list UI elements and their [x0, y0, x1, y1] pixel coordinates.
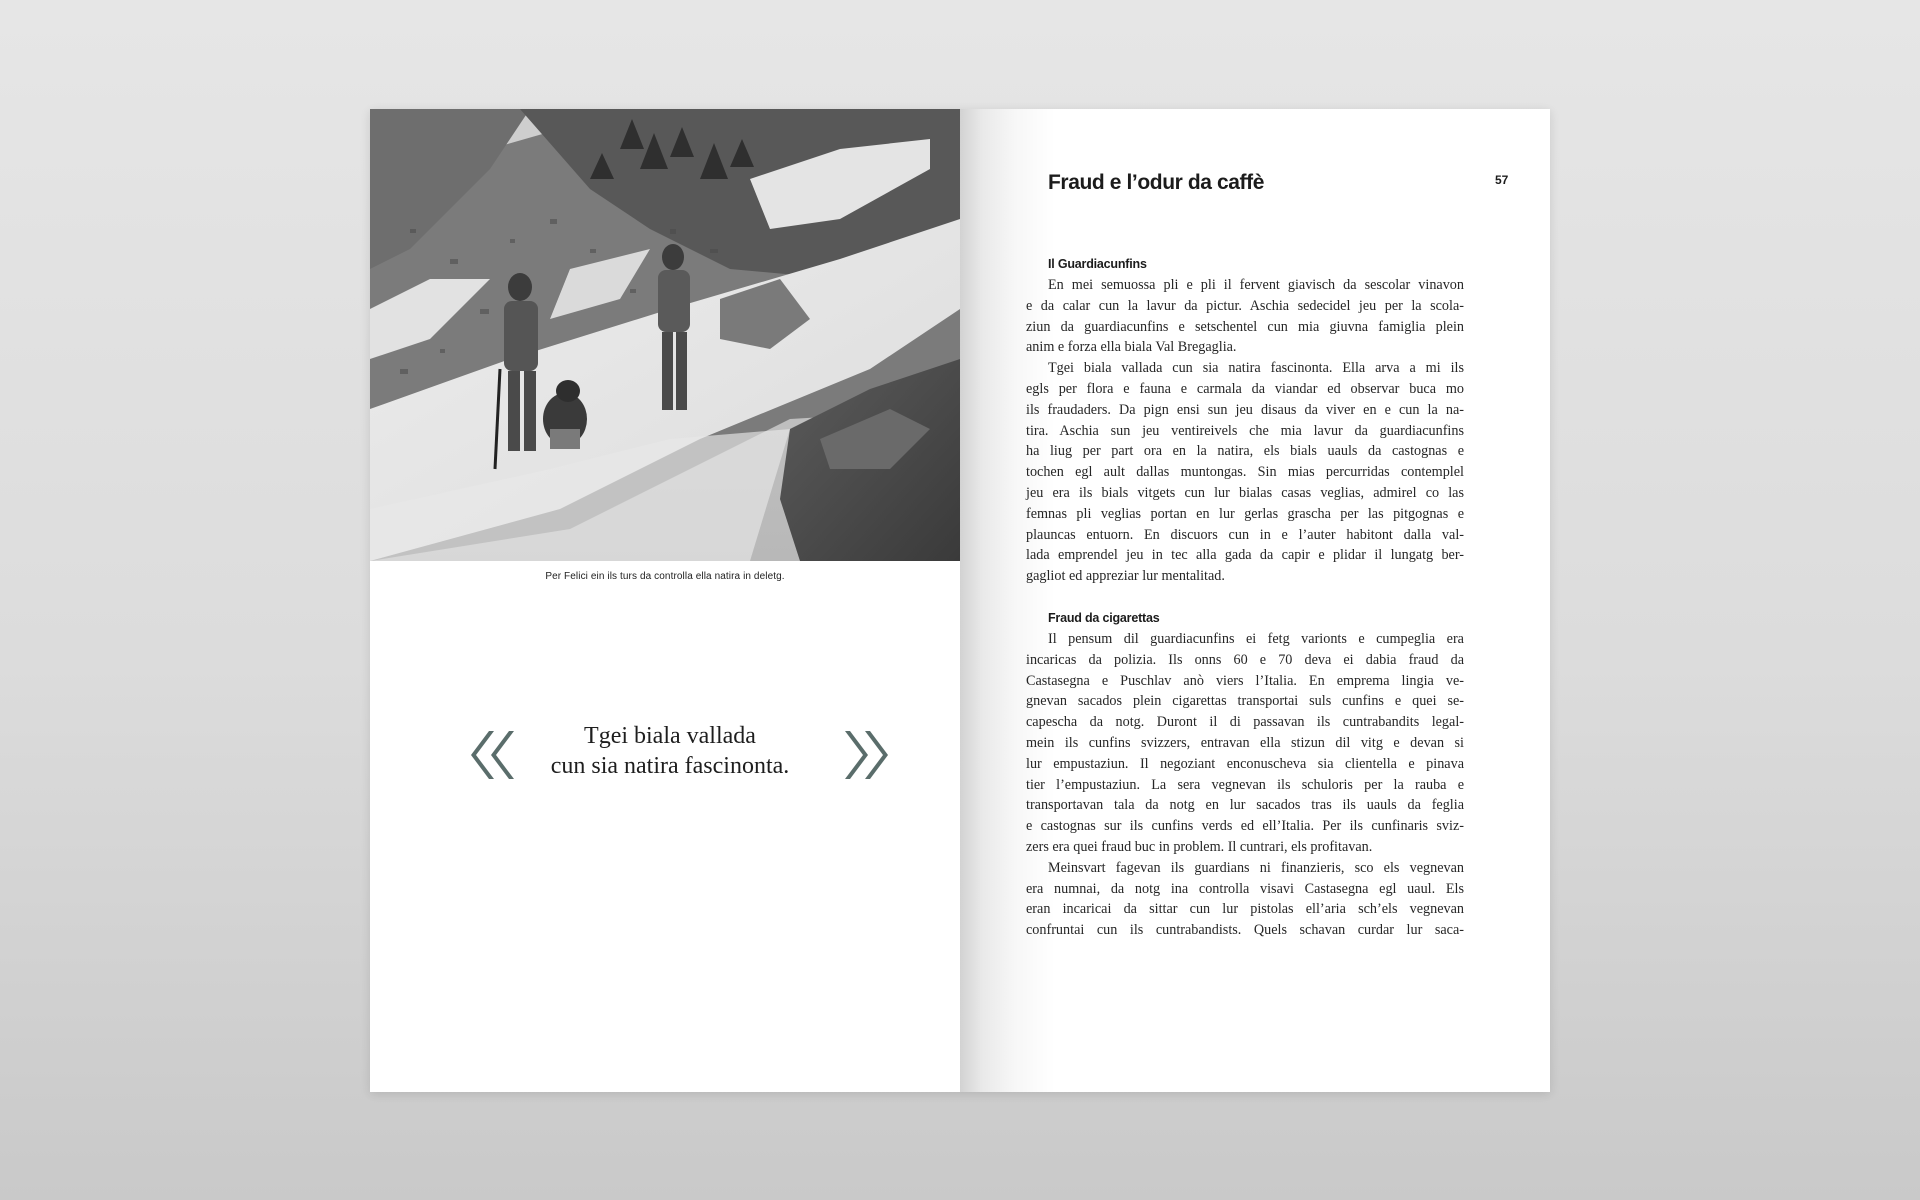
- text-line: egls per flora e fauna e carmala da viandar ed observar buca mo: [1026, 380, 1464, 397]
- text-line: jeu era ils bials vitgets cun lur bialas casas veglias, admirel co las: [1026, 484, 1464, 501]
- text-line: zers era quei fraud buc in problem. Il cuntrari, els profitavan.: [1026, 838, 1373, 855]
- text-line: ils fraudaders. Da pign ensi sun jeu disaus da viver en e cun la na-: [1026, 401, 1464, 418]
- text-line: confruntai cun ils cuntrabandists. Quels schavan curdar lur saca-: [1026, 922, 1464, 939]
- text-line: eran incaricai da sittar cun lur pistolas ell’aria sch’els vegnevan: [1026, 901, 1464, 918]
- right-page: [960, 109, 1550, 1092]
- section-guardiacunfins: [1026, 254, 1464, 587]
- paragraph: [1026, 858, 1464, 941]
- left-page: [370, 109, 960, 1092]
- text-line: femnas pli veglias portan en lur gerlas grascha per las pitgognas e: [1026, 505, 1464, 522]
- text-line: lada emprendel jeu in tec alla gada da capir e plidar il lungatg ber-: [1026, 547, 1464, 564]
- text-line: Castasegna e Puschlav anò viers l’Italia. En emprema lingia ve-: [1026, 672, 1464, 689]
- text-line: gnevan sacados plein cigarettas transportai suls cunfins e quei se-: [1026, 693, 1464, 710]
- text-line: incaricas da polizia. Ils onns 60 e 70 deva ei dabia fraud da: [1026, 651, 1464, 668]
- chapter-title: Fraud e l’odur da caffè: [1048, 171, 1265, 194]
- paragraph: [1026, 358, 1464, 587]
- text-line: e da calar cun la lavur da pictur. Aschia sedecidel jeu per la scola-: [1026, 297, 1464, 314]
- text-line: ziun da guardiacunfins e setschentel cun mia giuvna famiglia plein: [1026, 318, 1464, 335]
- photo-caption: Per Felici ein ils turs da controlla ella natira in deletg.: [545, 571, 785, 582]
- quote-close-icon: [835, 727, 889, 783]
- text-line: ha liug per part ora en la natira, els bials uauls da castognas e: [1026, 443, 1464, 460]
- text-line: capescha da notg. Duront il di passavan ils cuntrabandits legal-: [1026, 714, 1464, 731]
- paragraph: [1026, 275, 1464, 358]
- text-line: gagliot ed appreziar lur mentalitad.: [1026, 568, 1225, 585]
- book-spread: [370, 109, 1550, 1092]
- text-line: era numnai, da notg ina controlla visavi Castasegna egl uaul. Els: [1026, 880, 1464, 897]
- text-line: tier l’empustaziun. La sera vegnevan ils schuloris per la rauba e: [1026, 776, 1464, 793]
- text-line: transportavan tala da notg en lur sacados tras ils uauls da feglia: [1026, 797, 1464, 814]
- text-line: Il pensum dil guardiacunfins ei fetg varionts e cumpeglia era: [1048, 631, 1464, 647]
- text-line: lur empustaziun. Il negoziant enconuscheva sia clientella e pinava: [1026, 755, 1464, 772]
- paragraph: [1026, 629, 1464, 858]
- text-line: Tgei biala vallada cun sia natira fascinonta. Ella arva a mi ils: [1048, 360, 1464, 377]
- text-line: e castognas sur ils cunfins verds ed ell’Italia. Per ils cunfinaris sviz-: [1026, 818, 1464, 835]
- section-fraud-da-cigarettas: [1026, 608, 1464, 941]
- pull-quote: [510, 721, 830, 781]
- mountain-photo: [370, 109, 960, 561]
- text-line: anim e forza ella biala Val Bregaglia.: [1026, 339, 1237, 356]
- text-line: tochen egl ault dallas muntongas. Sin mias percurridas contemplel: [1026, 464, 1464, 481]
- section-heading: Il Guardiacunfins: [1048, 257, 1147, 271]
- text-line: En mei semuossa pli e pli il fervent giavisch da sescolar vinavon: [1048, 277, 1464, 293]
- text-line: plauncas entuorn. En discuors cun in e l’auter habitont dalla val-: [1026, 526, 1464, 543]
- pull-quote-line: cun sia natira fascinonta.: [550, 753, 790, 779]
- section-heading: Fraud da cigarettas: [1048, 611, 1160, 625]
- pull-quote-line: Tgei biala vallada: [584, 723, 756, 749]
- photo-illustration: [370, 109, 960, 561]
- text-line: Meinsvart fagevan ils guardians ni finanzieris, sco els vegnevan: [1048, 859, 1464, 876]
- page-number: 57: [1495, 173, 1509, 187]
- text-line: mein ils cunfins svizzers, entravan ella stizun dil vitg e devan si: [1026, 734, 1464, 751]
- text-line: tira. Aschia sun jeu ventireivels che mia lavur da guardiacunfins: [1026, 422, 1464, 439]
